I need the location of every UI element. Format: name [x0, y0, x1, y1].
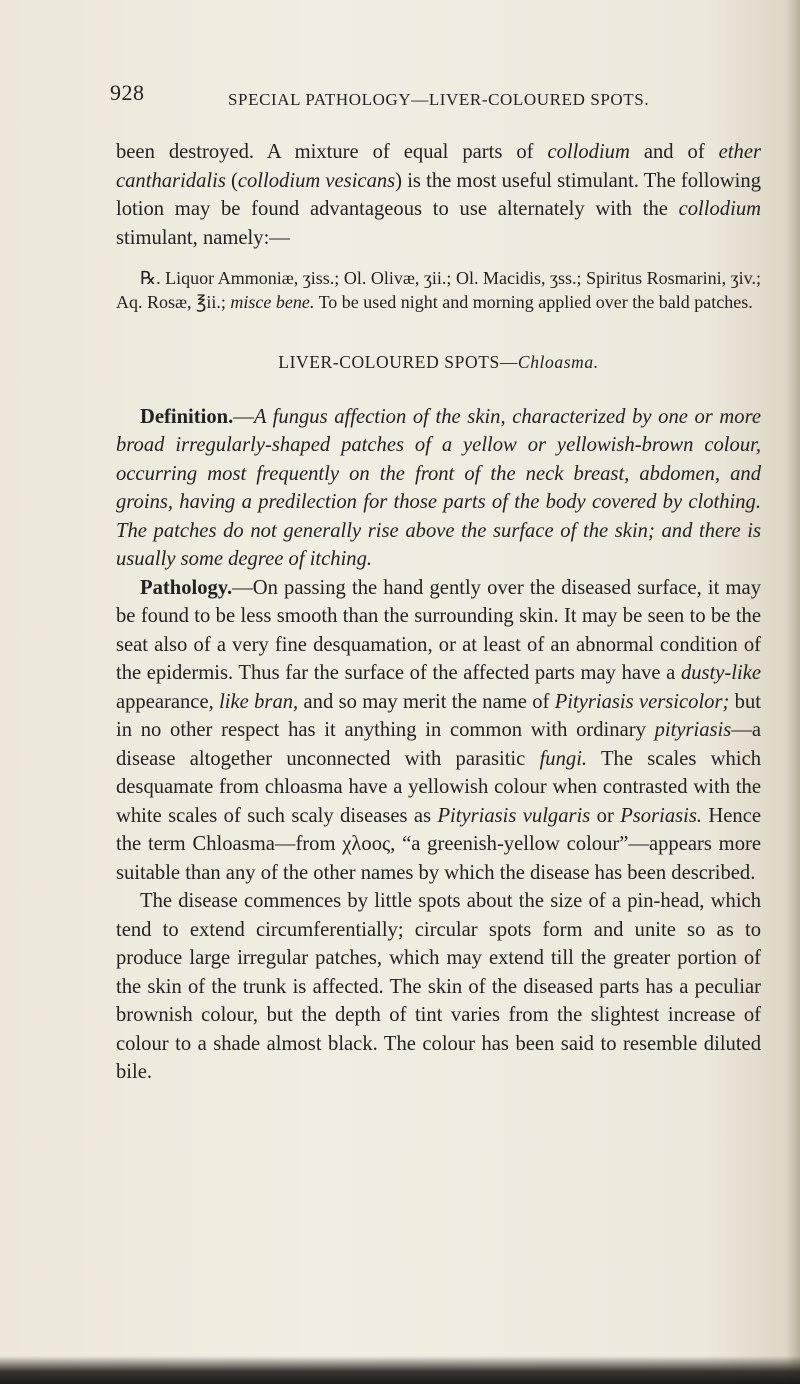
pathology-text-2: appearance, [116, 690, 220, 713]
prescription-italic: misce bene. [230, 292, 315, 312]
intro-paragraph [116, 138, 761, 252]
pathology-italic-4: pityriasis [654, 719, 732, 741]
intro-text-3: ( [225, 169, 238, 192]
intro-italic-2: ether cantharidalis [116, 141, 761, 192]
intro-text-4: ) is the most useful stimulant. The following lotion may be found advantageous to use alternately with the [116, 169, 761, 220]
onset-paragraph: The disease commences by little spots about the size of a pin-head, which tend to extend circumferentially; circular spots form and unite so as to produce large irregular patches, which may extend till the greater portion of the skin of the trunk is affected. The skin of the diseased parts has a peculiar brownish colour, but the depth of tint varies from the slightest increase of colour to a shade almost black. The colour has been said to resemble diluted bile. [116, 890, 761, 1083]
running-head: SPECIAL PATHOLOGY—LIVER-COLOURED SPOTS. [228, 90, 650, 109]
intro-text-5: stimulant, namely:— [116, 226, 290, 249]
intro-text-2: and of [629, 141, 719, 163]
definition-text: A fungus affection of the skin, characterized by one or more broad irregularly-shaped patches of a yellow or yellowish-brown colour, occurring most frequently on the front of the neck breast, abdomen, and groins, having a predilection for those parts of the body covered by clothing. The patches do not generally rise above the surface of the skin; and there is usually some degree of itching. [116, 405, 761, 570]
pathology-paragraph [116, 574, 761, 888]
pathology-italic-7: Psoriasis. [620, 804, 703, 827]
pathology-text-8: Hence the term Chloasma—from χλοος, “a greenish-yellow colour”—appears more suitable than any of the other names by which the disease has been described. [116, 804, 761, 884]
pathology-text-7: or [590, 804, 621, 827]
prescription-paragraph [116, 266, 761, 314]
definition-paragraph [116, 403, 761, 574]
definition-label: Definition. [140, 405, 234, 428]
pathology-text-1: —On passing the hand gently over the diseased surface, it may be found to be less smooth than the surrounding skin. It may be seen to be the seat also of a very fine desquamation, or at least of an abnormal condition of the epidermis. Thus far the surface of the affected parts may have a [116, 576, 761, 684]
intro-italic-3: collodium vesicans [237, 169, 396, 192]
pathology-text-5: —a disease altogether unconnected with parasitic [116, 719, 761, 770]
section-heading [116, 348, 761, 377]
page-body [116, 138, 761, 1087]
prescription-text-2: To be used night and morning applied over the bald patches. [314, 292, 753, 312]
section-title-italic: Chloasma. [517, 352, 599, 372]
pathology-italic-3: Pityriasis versicolor; [554, 690, 730, 713]
intro-italic-4: collodium [678, 198, 761, 220]
pathology-italic-6: Pityriasis vulgaris [437, 804, 591, 827]
section-title: LIVER-COLOURED SPOTS— [278, 352, 518, 372]
pathology-italic-5: fungi. [539, 747, 588, 770]
intro-text-1: been destroyed. A mixture of equal parts of [116, 141, 548, 163]
pathology-text-3: and so may merit the name of [298, 690, 555, 713]
intro-italic-1: collodium [547, 141, 630, 163]
pathology-italic-1: dusty-like [680, 662, 761, 684]
prescription-text-1: ℞. Liquor Ammoniæ, ʒiss.; Ol. Olivæ, ʒii.; Ol. Macidis, ʒss.; Spiritus Rosmarini, ʒiv.; Aq. Rosæ, ℥ii.; [116, 268, 761, 312]
pathology-italic-2: like bran, [219, 690, 299, 713]
pathology-text-4: but in no other respect has it anything in common with ordinary [116, 690, 761, 741]
page-bottom-shadow [0, 1356, 800, 1384]
pathology-text-6: The scales which desquamate from chloasma have a yellowish colour when contrasted with the white scales of such scaly diseases as [116, 747, 762, 827]
page-number: 928 [110, 80, 145, 105]
page-edge-shadow [786, 0, 800, 1384]
pathology-label: Pathology. [140, 576, 233, 599]
definition-dash: — [233, 405, 254, 428]
